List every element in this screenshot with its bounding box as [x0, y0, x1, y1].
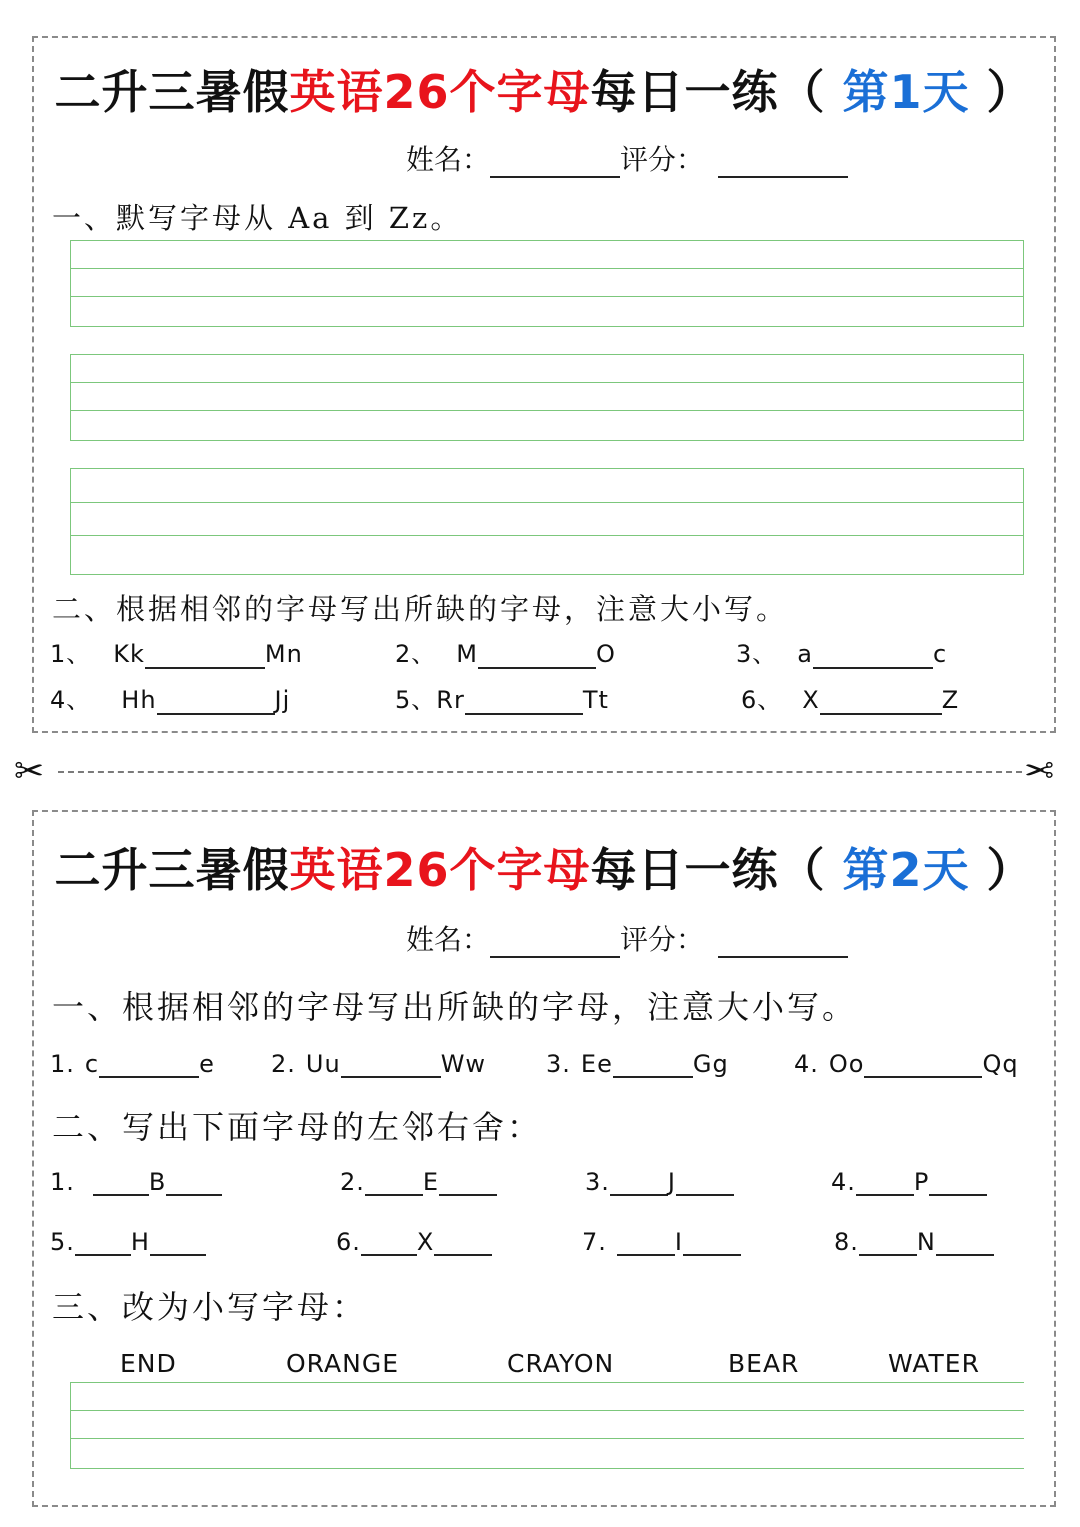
exercise-item: 1. B — [50, 1168, 222, 1196]
exercise-item: 6. X — [336, 1228, 492, 1256]
score-field[interactable] — [718, 146, 848, 178]
name-field[interactable] — [490, 926, 620, 958]
score-label: 评分： — [620, 143, 705, 176]
answer-blank[interactable] — [859, 1228, 917, 1256]
answer-blank[interactable] — [856, 1168, 914, 1196]
answer-blank[interactable] — [813, 641, 933, 669]
name-label: 姓名： — [406, 923, 491, 956]
word-water: WATER — [888, 1349, 980, 1378]
exercise-item: 2. Uu Ww — [271, 1050, 487, 1078]
answer-blank[interactable] — [439, 1168, 497, 1196]
name-score-row — [406, 918, 848, 958]
answer-blank[interactable] — [610, 1168, 668, 1196]
exercise-item: 4、 Hh Jj — [50, 686, 291, 714]
answer-blank[interactable] — [864, 1050, 982, 1078]
answer-blank[interactable] — [465, 687, 583, 715]
exercise-item: 6、 X Z — [741, 686, 960, 714]
worksheet-day1 — [32, 36, 1056, 733]
answer-blank[interactable] — [93, 1168, 149, 1196]
answer-blank[interactable] — [361, 1228, 417, 1256]
word-crayon: CRAYON — [507, 1349, 615, 1378]
answer-blank[interactable] — [478, 641, 596, 669]
exercise-item: 1. c e — [50, 1050, 215, 1078]
score-field[interactable] — [718, 926, 848, 958]
writing-grid-2[interactable] — [70, 354, 1024, 441]
answer-blank[interactable] — [683, 1228, 741, 1256]
exercise-item: 4. Oo Qq — [794, 1050, 1019, 1078]
word-orange: ORANGE — [286, 1349, 400, 1378]
answer-blank[interactable] — [75, 1228, 131, 1256]
answer-blank[interactable] — [820, 687, 942, 715]
answer-blank[interactable] — [166, 1168, 222, 1196]
writing-grid-lowercase[interactable] — [70, 1382, 1024, 1469]
word-end: END — [120, 1349, 177, 1378]
section-neighbors: 二、写出下面字母的左邻右舍： — [52, 1108, 543, 1146]
score-label: 评分： — [620, 923, 705, 956]
exercise-item: 7. I — [582, 1228, 741, 1256]
cut-line — [58, 771, 1022, 773]
name-label: 姓名： — [406, 143, 491, 176]
scissors-icon: ✂ — [14, 751, 45, 792]
answer-blank[interactable] — [99, 1050, 199, 1078]
section-lowercase: 三、改为小写字母： — [52, 1288, 368, 1326]
answer-blank[interactable] — [936, 1228, 994, 1256]
answer-blank[interactable] — [145, 641, 265, 669]
answer-blank[interactable] — [613, 1050, 693, 1078]
section-dictation: 一、默写字母从 Aa 到 Zz。 — [52, 201, 463, 235]
writing-grid-1[interactable] — [70, 240, 1024, 327]
section-missing-letters: 一、根据相邻的字母写出所缺的字母，注意大小写。 — [52, 988, 858, 1026]
worksheet-title: 二升三暑假英语26个字母每日一练（ 第2天 ） — [54, 843, 1034, 897]
answer-blank[interactable] — [434, 1228, 492, 1256]
exercise-item: 2、 M O — [395, 640, 616, 668]
exercise-item: 5、Rr Tt — [395, 686, 609, 714]
writing-grid-3[interactable] — [70, 468, 1024, 575]
exercise-item: 3、 a c — [736, 640, 948, 668]
answer-blank[interactable] — [365, 1168, 423, 1196]
exercise-item: 4. P — [831, 1168, 987, 1196]
section-missing-letters: 二、根据相邻的字母写出所缺的字母，注意大小写。 — [52, 592, 789, 626]
answer-blank[interactable] — [150, 1228, 206, 1256]
answer-blank[interactable] — [157, 687, 275, 715]
answer-blank[interactable] — [341, 1050, 441, 1078]
answer-blank[interactable] — [676, 1168, 734, 1196]
worksheet-day2 — [32, 810, 1056, 1507]
exercise-item: 2. E — [340, 1168, 497, 1196]
exercise-item: 3. J — [585, 1168, 734, 1196]
answer-blank[interactable] — [929, 1168, 987, 1196]
scissors-icon: ✂ — [1024, 751, 1055, 792]
name-score-row — [406, 138, 848, 178]
word-bear: BEAR — [728, 1349, 800, 1378]
answer-blank[interactable] — [617, 1228, 675, 1256]
exercise-item: 3. Ee Gg — [546, 1050, 729, 1078]
exercise-item: 1、 Kk Mn — [50, 640, 303, 668]
exercise-item: 5. H — [50, 1228, 206, 1256]
name-field[interactable] — [490, 146, 620, 178]
exercise-item: 8. N — [834, 1228, 994, 1256]
worksheet-title: 二升三暑假英语26个字母每日一练（ 第1天 ） — [54, 65, 1034, 119]
